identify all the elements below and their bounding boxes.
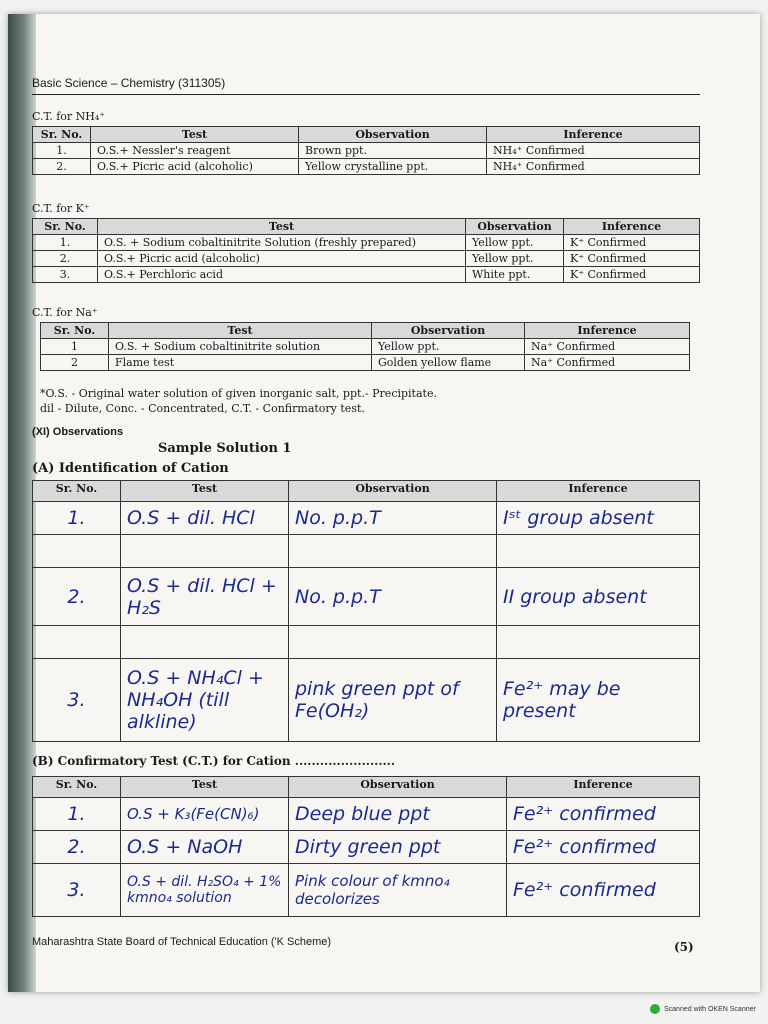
cell: Fe²⁺ confirmed	[507, 864, 700, 917]
col-header: Observation	[299, 127, 487, 143]
cell: Na⁺ Confirmed	[525, 339, 690, 355]
col-header: Test	[121, 481, 289, 502]
cell: NH₄⁺ Confirmed	[487, 143, 700, 159]
cell: 2.	[33, 831, 121, 864]
na-table	[40, 322, 690, 371]
col-header: Inference	[525, 323, 690, 339]
cell: O.S + dil. HCl	[121, 502, 289, 535]
cell: O.S + K₃(Fe(CN)₆)	[121, 798, 289, 831]
scanner-label: Scanned with OKEN Scanner	[664, 1005, 756, 1013]
cell: 2.	[33, 159, 91, 175]
table-row	[41, 355, 690, 371]
cell: O.S + NaOH	[121, 831, 289, 864]
cell: Flame test	[109, 355, 372, 371]
col-header: Inference	[507, 777, 700, 798]
cell: pink green ppt of Fe(OH₂)	[289, 659, 497, 742]
cell: O.S.+ Nessler's reagent	[91, 143, 299, 159]
cell: Yellow ppt.	[372, 339, 525, 355]
col-header: Inference	[564, 219, 700, 235]
k-title: C.T. for K⁺	[32, 202, 90, 215]
cell: O.S.+ Picric acid (alcoholic)	[91, 159, 299, 175]
observations-title: (XI) Observations	[32, 426, 124, 438]
scanner-watermark	[650, 1004, 756, 1014]
table-row	[33, 659, 700, 742]
cell: NH₄⁺ Confirmed	[487, 159, 700, 175]
table-row	[33, 251, 700, 267]
col-header: Observation	[372, 323, 525, 339]
cell	[121, 535, 289, 568]
cell: Dirty green ppt	[289, 831, 507, 864]
cell: Yellow ppt.	[466, 251, 564, 267]
table-header-row	[33, 481, 700, 502]
section-b-title: (B) Confirmatory Test (C.T.) for Cation ........................	[32, 754, 396, 768]
cell: Fe²⁺ may be present	[497, 659, 700, 742]
page-header: Basic Science – Chemistry (311305)	[32, 76, 226, 90]
cell	[289, 626, 497, 659]
table-row	[33, 535, 700, 568]
cell: O.S.+ Perchloric acid	[98, 267, 466, 283]
col-header: Sr. No.	[33, 481, 121, 502]
page-footer: Maharashtra State Board of Technical Education ('K Scheme)	[32, 936, 332, 948]
table-header-row	[33, 777, 700, 798]
cell: 2.	[33, 251, 98, 267]
cell: 3.	[33, 864, 121, 917]
cell: O.S. + Sodium cobaltinitrite Solution (freshly prepared)	[98, 235, 466, 251]
cell: Fe²⁺ confirmed	[507, 831, 700, 864]
cell: K⁺ Confirmed	[564, 251, 700, 267]
cell: White ppt.	[466, 267, 564, 283]
table-row	[33, 864, 700, 917]
cell: O.S. + Sodium cobaltinitrite solution	[109, 339, 372, 355]
cell	[497, 535, 700, 568]
cell: O.S.+ Picric acid (alcoholic)	[98, 251, 466, 267]
cell	[121, 626, 289, 659]
col-header: Observation	[466, 219, 564, 235]
cell: Deep blue ppt	[289, 798, 507, 831]
cell: 2.	[33, 568, 121, 626]
col-header: Test	[91, 127, 299, 143]
cell: Golden yellow flame	[372, 355, 525, 371]
cell: Yellow ppt.	[466, 235, 564, 251]
cell: 3.	[33, 267, 98, 283]
note-line: dil - Dilute, Conc. - Concentrated, C.T. - Confirmatory test.	[40, 402, 365, 415]
note-line: *O.S. - Original water solution of given inorganic salt, ppt.- Precipitate.	[40, 387, 437, 400]
cell: Pink colour of kmno₄ decolorizes	[289, 864, 507, 917]
table-row	[33, 143, 700, 159]
cell: No. p.p.T	[289, 502, 497, 535]
cell	[33, 535, 121, 568]
table-row	[33, 159, 700, 175]
cation-identification-table	[32, 480, 700, 742]
table-row	[41, 339, 690, 355]
na-title: C.T. for Na⁺	[32, 306, 98, 319]
cell: O.S + dil. HCl + H₂S	[121, 568, 289, 626]
col-header: Test	[98, 219, 466, 235]
cell: 1.	[33, 798, 121, 831]
cell	[33, 626, 121, 659]
col-header: Test	[121, 777, 289, 798]
sample-title: Sample Solution 1	[158, 441, 292, 456]
cell: 1	[41, 339, 109, 355]
cell: Fe²⁺ confirmed	[507, 798, 700, 831]
table-row	[33, 502, 700, 535]
table-header-row	[41, 323, 690, 339]
table-header-row	[33, 127, 700, 143]
cell: II group absent	[497, 568, 700, 626]
col-header: Observation	[289, 777, 507, 798]
scanned-page	[8, 14, 760, 992]
col-header: Inference	[497, 481, 700, 502]
cell: 1.	[33, 143, 91, 159]
table-row	[33, 831, 700, 864]
cell: O.S + dil. H₂SO₄ + 1% kmno₄ solution	[121, 864, 289, 917]
cell: Na⁺ Confirmed	[525, 355, 690, 371]
cell	[289, 535, 497, 568]
col-header: Sr. No.	[33, 219, 98, 235]
page-number: (5)	[674, 940, 694, 954]
cell: 3.	[33, 659, 121, 742]
nh4-table	[32, 126, 700, 175]
nh4-title: C.T. for NH₄⁺	[32, 110, 106, 123]
cell: No. p.p.T	[289, 568, 497, 626]
cell: Iˢᵗ group absent	[497, 502, 700, 535]
header-rule	[32, 94, 700, 95]
cell: K⁺ Confirmed	[564, 267, 700, 283]
cell: Yellow crystalline ppt.	[299, 159, 487, 175]
col-header: Sr. No.	[33, 777, 121, 798]
abbreviation-notes	[40, 386, 437, 416]
table-row	[33, 267, 700, 283]
cell: 2	[41, 355, 109, 371]
col-header: Inference	[487, 127, 700, 143]
table-row	[33, 626, 700, 659]
col-header: Sr. No.	[41, 323, 109, 339]
k-table	[32, 218, 700, 283]
table-row	[33, 235, 700, 251]
scanner-logo-icon	[650, 1004, 660, 1014]
table-row	[33, 568, 700, 626]
cell: 1.	[33, 235, 98, 251]
section-a-title: (A) Identification of Cation	[32, 461, 229, 476]
cell: 1.	[33, 502, 121, 535]
cell: K⁺ Confirmed	[564, 235, 700, 251]
table-row	[33, 798, 700, 831]
col-header: Observation	[289, 481, 497, 502]
cell: Brown ppt.	[299, 143, 487, 159]
cell: O.S + NH₄Cl + NH₄OH (till alkline)	[121, 659, 289, 742]
col-header: Test	[109, 323, 372, 339]
cation-confirmatory-table	[32, 776, 700, 917]
col-header: Sr. No.	[33, 127, 91, 143]
cell	[497, 626, 700, 659]
table-header-row	[33, 219, 700, 235]
